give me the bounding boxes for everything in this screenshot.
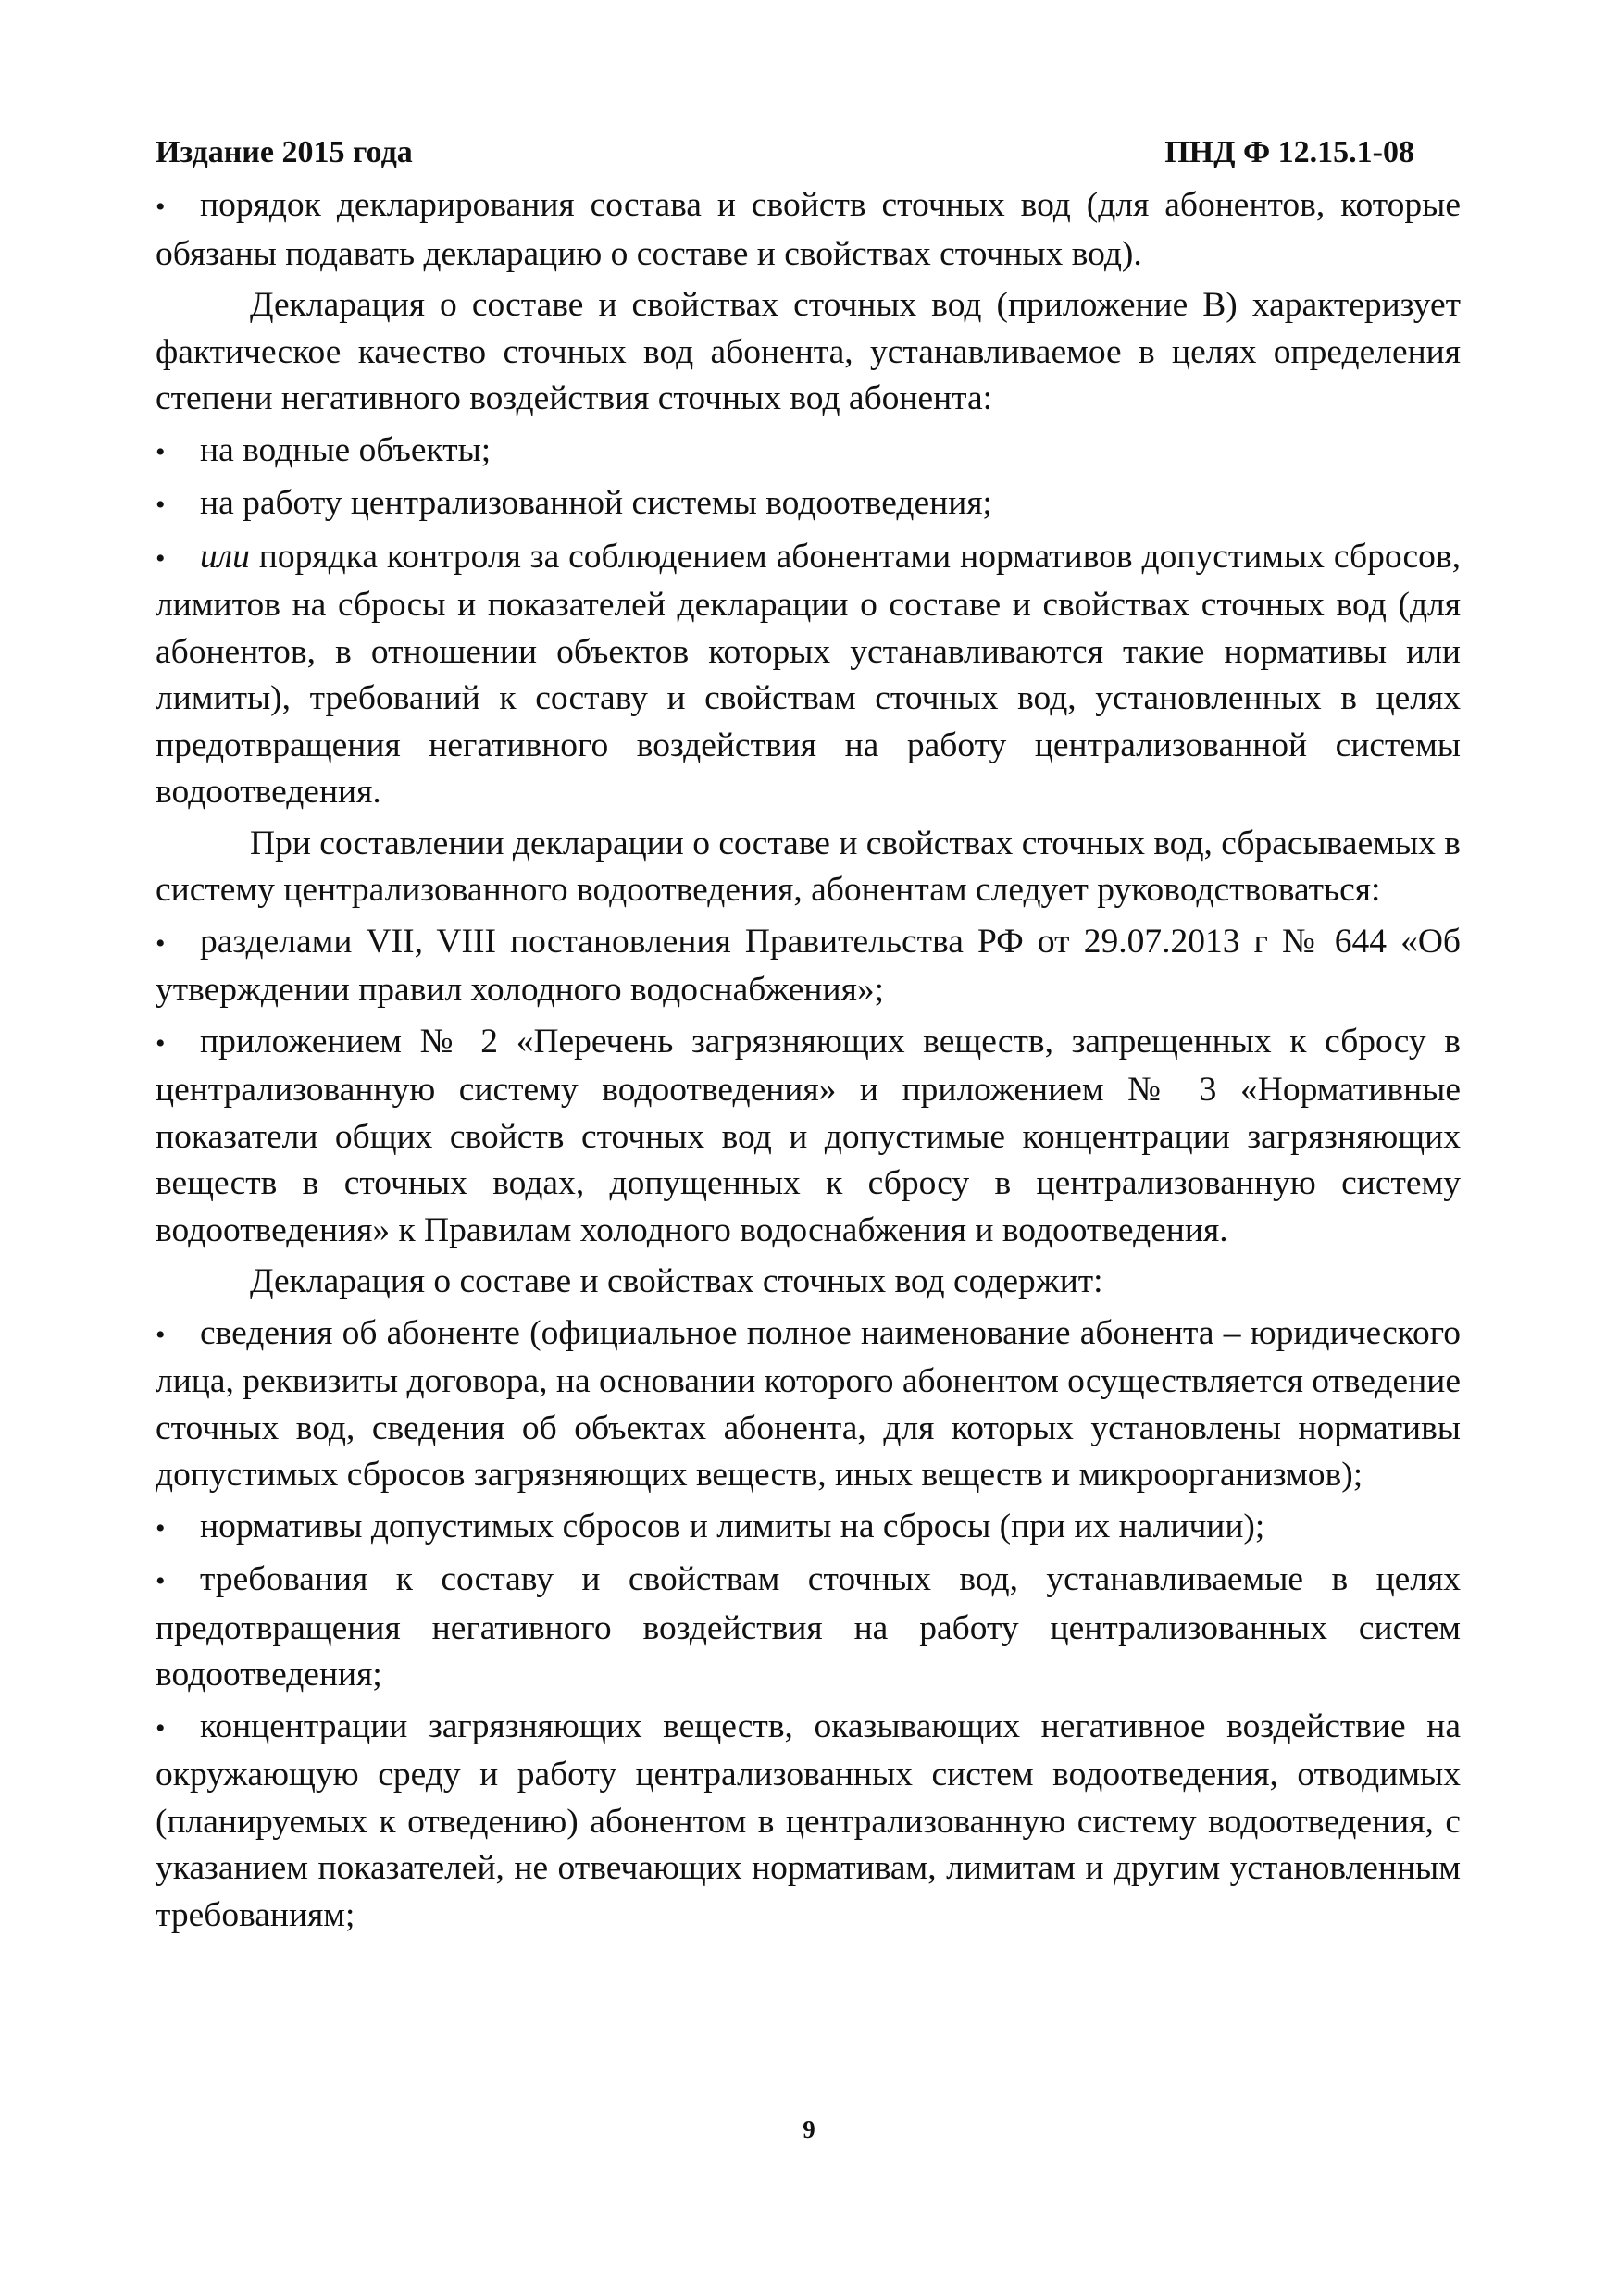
list-item [156,534,1461,816]
bullet-icon: • [156,1319,166,1350]
bullet-icon: • [156,490,166,520]
list-item [156,182,1461,278]
bullet-icon: • [156,1712,166,1744]
list-item [156,1557,1461,1699]
paragraph: Декларация о составе и свойствах сточных вод (приложение В) характеризует фактическое качество сточных вод абонента, устанавливаемое в целях определения степени негативного воздействия сточных вод абонента: [156,286,1461,417]
list-item-text: разделами VII, VIII постановления Правительства РФ от 29.07.2013 г № 644 «Об утверждении правил холодного водоснабжения»; [156,922,1461,1009]
list-item-text: приложением № 2 «Перечень загрязняющих веществ, запрещенных к сбросу в централизованную систему водоотведения» и приложением № 3 «Нормативные показатели общих свойств сточных вод и допустимые концентрации загрязняющих веществ в сточных водах, допущенных к сбросу в централизованную систему водоотведения» к Правилам холодного водоснабжения и водоотведения. [156,1022,1461,1249]
bullet-icon: • [156,927,166,959]
paragraph: При составлении декларации о составе и свойствах сточных вод, сбрасываемых в систему централизованного водоотведения, абонентам следует руководствоваться: [156,824,1461,909]
bullet-icon: • [156,542,166,574]
bullet-icon: • [156,1512,166,1544]
list-item [156,428,1461,477]
bullet-icon: • [156,192,166,222]
list-item-text: нормативы допустимых сбросов и лимиты на сбросы (при их наличии); [200,1507,1265,1545]
list-item-text: порядка контроля за соблюдением абонентами нормативов допустимых сбросов, лимитов на сбросы и показателей декларации о составе и свойствах сточных вод (для абонентов, в отношении объектов которых устанавливаются такие нормативы или лимиты), требований к составу и свойствам сточных вод, установленных в целях предотвращения негативного воздействия на работу централизованной системы водоотведения. [156,537,1461,811]
list-item [156,1504,1461,1553]
list-item-text: концентрации загрязняющих веществ, оказывающих негативное воздействие на окружающую среду и работу централизованных систем водоотведения, отводимых (планируемых к отведению) абонентом в централизованную систему водоотведения, с указанием показателей, не отвечающих нормативам, лимитам и другим установленным требованиям; [156,1706,1461,1934]
list-item [156,1019,1461,1255]
italic-word: или [200,537,250,576]
document-code: ПНД Ф 12.15.1-08 [1164,135,1414,169]
list-item-text: требования к составу и свойствам сточных вод, устанавливаемые в целях предотвращения негативного воздействия на работу централизованных систем водоотведения; [156,1560,1461,1694]
list-item [156,1704,1461,1940]
list-item [156,1310,1461,1499]
list-item-text: порядок декларирования состава и свойств сточных вод (для абонентов, которые обязаны подавать декларацию о составе и свойствах сточных вод). [156,186,1461,273]
list-item [156,480,1461,529]
list-item-text: на водные объекты; [200,430,492,469]
list-item-text: сведения об абоненте (официальное полное наименование абонента – юридического лица, реквизиты договора, на основании которого абонентом осуществляется отведение сточных вод, сведения об объектах абонента, для которых установлены нормативы допустимых сбросов загрязняющих веществ, иных веществ и микроорганизмов); [156,1313,1461,1494]
list-item-text: на работу централизованной системы водоотведения; [200,484,992,522]
bullet-icon: • [156,1566,166,1596]
page-number: 9 [803,2116,815,2143]
list-item [156,919,1461,1014]
bullet-icon: • [156,436,166,467]
body-text [156,182,1461,1939]
paragraph: Декларация о составе и свойствах сточных вод содержит: [250,1262,1103,1300]
edition-label: Издание 2015 года [156,135,413,169]
page-header [156,130,1414,176]
bullet-icon: • [156,1027,166,1059]
